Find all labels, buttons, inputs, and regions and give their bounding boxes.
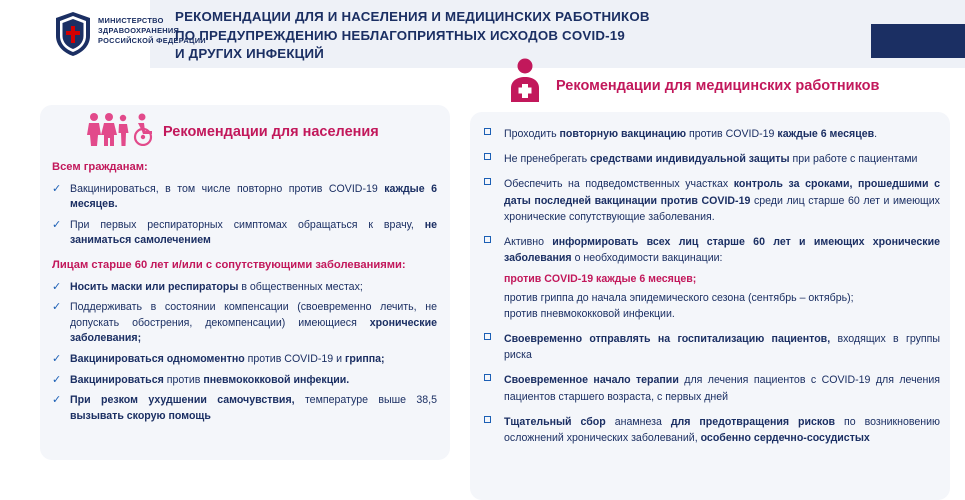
square-bullet-icon — [484, 374, 491, 381]
text-run: для лечения пациентов с COVID-19 для лечения пациентов старшего возраста, с первых дней — [504, 374, 940, 403]
text-run: не заниматься самолечением — [70, 218, 437, 247]
list-item — [52, 352, 437, 368]
page-title-line-3: И ДРУГИХ ИНФЕКЦИЙ — [175, 46, 325, 61]
family-and-wheelchair-icon — [86, 112, 156, 146]
list-item — [52, 300, 437, 347]
page-title-line-1: РЕКОМЕНДАЦИИ ДЛЯ И НАСЕЛЕНИЯ И МЕДИЦИНСКИХ РАБОТНИКОВ — [175, 9, 650, 24]
text-run: Проходить — [504, 128, 560, 140]
list-item — [482, 414, 940, 446]
list-item — [482, 176, 940, 225]
text-run: гриппа; — [344, 352, 385, 365]
medical-workers-heading: Рекомендации для медицинских работников — [556, 78, 880, 94]
population-body — [52, 160, 437, 429]
square-bullet-icon — [484, 416, 491, 423]
text-run: Не пренебрегать — [504, 153, 591, 166]
text-run: каждые 6 месяцев — [777, 128, 875, 140]
square-bullet-icon — [484, 128, 491, 135]
list-item — [52, 218, 437, 249]
square-bullet-icon — [484, 236, 491, 243]
text-run: Вакцинироваться — [70, 373, 167, 386]
text-run: Вакцинироваться, в том числе повторно против COVID-19 — [70, 182, 385, 195]
text-run: анамнеза — [614, 415, 671, 428]
ministry-line-1: МИНИСТЕРСТВО — [98, 16, 164, 25]
text-run: Обеспечить на подведомственных участках — [504, 178, 734, 191]
text-run: против COVID-19 — [688, 128, 778, 140]
list-item — [482, 234, 940, 266]
page-title-line-2: ПО ПРЕДУПРЕЖДЕНИЮ НЕБЛАГОПРИЯТНЫХ ИСХОДОВ COVID-19 — [175, 27, 625, 43]
list-item — [482, 331, 940, 363]
text-run: по возникновению осложнений хронических заболеваний, — [504, 415, 940, 445]
header-accent-block — [871, 24, 965, 58]
text-run: контроль за сроками, прошедшими с даты последней вакцинации против COVID-19 — [504, 178, 940, 207]
list-item — [482, 126, 940, 142]
list-item — [52, 393, 437, 424]
text-run: одномоментно — [166, 352, 245, 365]
medical-workers-list-1 — [482, 126, 940, 266]
check-icon: ✓ — [52, 352, 62, 365]
page-header — [0, 0, 965, 68]
text-run: Активно — [504, 236, 553, 249]
sub-list-highlight: против COVID-19 каждые 6 месяцев; — [504, 273, 697, 286]
medical-workers-body — [482, 126, 940, 455]
text-run: вызывать скорую помощь — [70, 409, 211, 422]
population-section2-list — [52, 280, 437, 425]
ministry-line-3: РОССИЙСКОЙ ФЕДЕРАЦИИ — [98, 36, 206, 45]
vaccination-sub-list — [482, 271, 940, 322]
text-run: Носить маски или респираторы — [70, 280, 242, 293]
population-heading: Рекомендации для населения — [163, 124, 379, 140]
text-run: особенно сердечно-сосудистых — [700, 432, 870, 445]
square-bullet-icon — [484, 333, 491, 340]
text-run: При первых респираторных симптомах обращаться к врачу, — [70, 218, 425, 231]
sub-list-line-2: против пневмококковой инфекции. — [504, 307, 675, 320]
text-run: . — [874, 128, 878, 140]
check-icon: ✓ — [52, 280, 62, 293]
text-run: в общественных местах; — [241, 280, 363, 293]
ministry-emblem-icon — [52, 10, 94, 58]
list-item — [482, 372, 940, 404]
check-icon: ✓ — [52, 301, 62, 314]
medical-workers-list-2 — [482, 331, 940, 446]
sub-list-line-1: против гриппа до начала эпидемического сезона (сентябрь – октябрь); — [504, 291, 854, 304]
text-run: среди лиц старше 60 лет и имеющих хронические сопутствующие заболевания. — [504, 194, 940, 223]
text-run: Своевременно отправлять на госпитализацию пациентов, — [504, 333, 838, 346]
list-item — [52, 373, 437, 389]
population-section1-title: Всем гражданам: — [52, 161, 148, 173]
text-run: для предотвращения рисков — [670, 415, 845, 428]
text-run: хронические заболевания; — [70, 316, 437, 345]
check-icon: ✓ — [52, 218, 62, 231]
page-title — [175, 8, 815, 64]
text-run: входящих в группы риска — [504, 333, 940, 362]
square-bullet-icon — [484, 153, 491, 160]
text-run: При резком ухудшении самочувствия, — [70, 394, 305, 407]
text-run: Поддерживать в состоянии компенсации (своевременно лечить, не допускать обострения, декомпенсации) имеющиеся — [70, 301, 437, 329]
text-run: каждые 6 месяцев. — [70, 182, 437, 211]
list-item — [52, 280, 437, 296]
text-run: Вакцинироваться — [70, 352, 167, 365]
text-run: Тщательный сбор — [504, 415, 615, 428]
doctor-icon — [505, 58, 545, 102]
check-icon: ✓ — [52, 373, 62, 386]
list-item — [482, 151, 940, 167]
ministry-line-2: ЗДРАВООХРАНЕНИЯ — [98, 26, 180, 35]
text-run: против — [166, 373, 204, 386]
check-icon: ✓ — [52, 394, 62, 407]
text-run: против COVID-19 и — [244, 352, 345, 365]
text-run: средствами индивидуальной защиты — [590, 153, 793, 166]
text-run: пневмококковой инфекции. — [203, 373, 350, 386]
text-run: Своевременное начало терапии — [504, 374, 685, 387]
text-run: температуре выше 38,5 — [304, 394, 437, 407]
text-run: информировать всех лиц старше 60 лет и имеющих хронические заболевания — [504, 236, 940, 265]
check-icon: ✓ — [52, 182, 62, 195]
text-run: при работе с пациентами — [792, 153, 918, 166]
list-item — [52, 182, 437, 213]
population-section2-title: Лицам старше 60 лет и/или с сопутствующими заболеваниями: — [52, 258, 406, 271]
text-run: о необходимости вакцинации: — [574, 252, 723, 265]
text-run: повторную вакцинацию — [559, 128, 689, 140]
square-bullet-icon — [484, 178, 491, 185]
population-section1-list — [52, 182, 437, 249]
